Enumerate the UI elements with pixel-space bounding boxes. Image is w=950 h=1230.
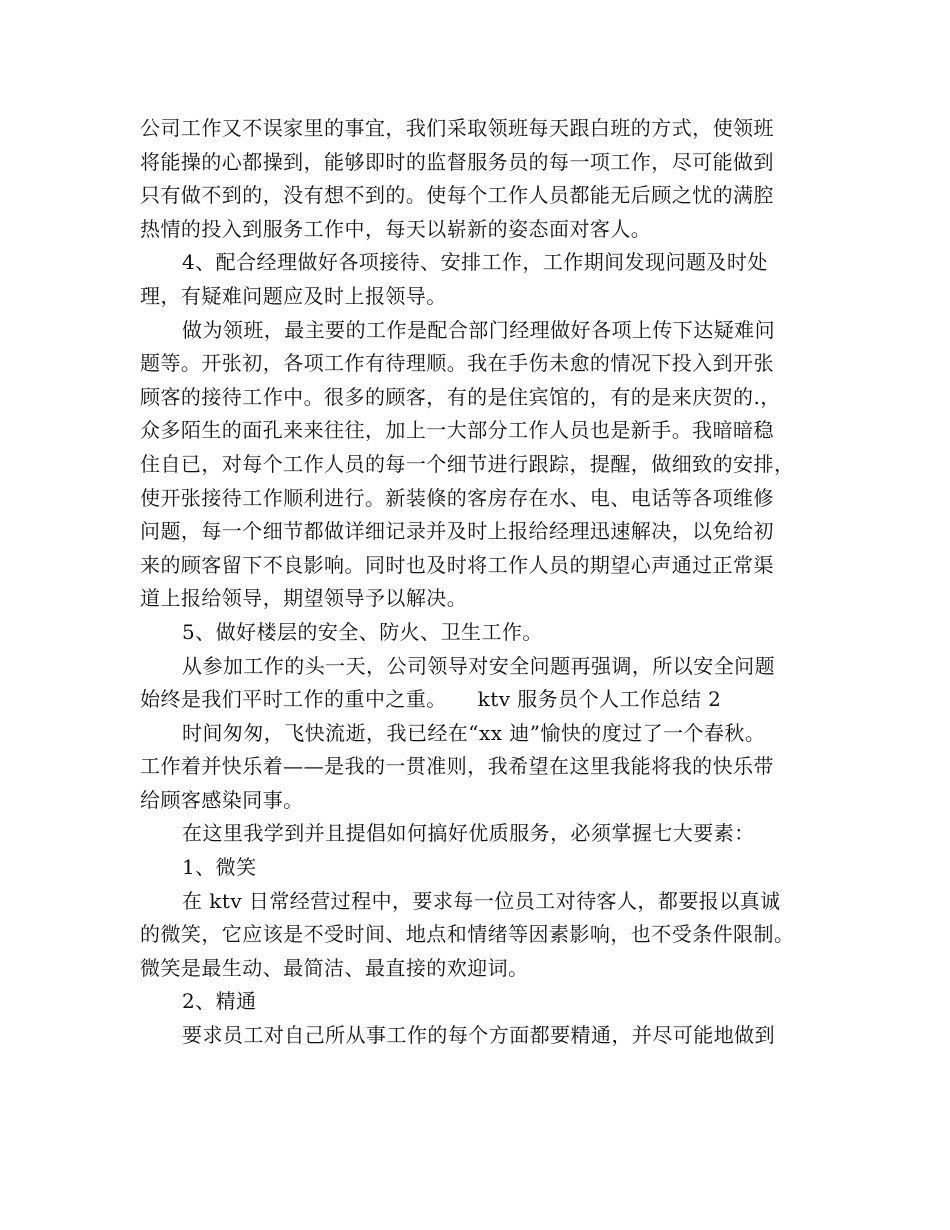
- text-line: 公司工作又不误家里的事宜，我们采取领班每天跟白班的方式，使领班: [140, 116, 774, 140]
- text-line: 顾客的接待工作中。很多的顾客，有的是住宾馆的，有的是来庆贺的.，: [140, 384, 781, 409]
- document-body: [140, 112, 816, 1053]
- text-line: 微笑是最生动、最简洁、最直接的欢迎词。: [140, 955, 529, 980]
- text-line: 做为领班，最主要的工作是配合部门经理做好各项上传下达疑难问: [182, 317, 776, 342]
- text-line: 来的顾客留下不良影响。同时也及时将工作人员的期望心声通过正常渠: [140, 552, 774, 577]
- text-line: 给顾客感染同事。: [140, 787, 304, 812]
- text-line: 工作着并快乐着——是我的一贯准则，我希望在这里我能将我的快乐带: [140, 754, 774, 779]
- text-line: 在这里我学到并且提倡如何搞好优质服务，必须掌握七大要素：: [182, 821, 755, 846]
- text-line: 道上报给领导，期望领导予以解决。: [140, 586, 468, 611]
- text-line: 题等。开张初，各项工作有待理顺。我在手伤未愈的情况下投入到开张: [140, 351, 774, 376]
- text-line: 始终是我们平时工作的重中之重。 ktv 服务员个人工作总结 2: [140, 687, 722, 712]
- text-line: 的微笑，它应该是不受时间、地点和情绪等因素影响，也不受条件限制。: [140, 922, 795, 947]
- text-line: 使开张接待工作顺利进行。新装倏的客房存在水、电、电话等各项维修: [140, 485, 774, 510]
- text-line: 将能操的心都操到，能够即时的监督服务员的每一项工作，尽可能做到: [140, 149, 774, 174]
- text-line: 只有做不到的，没有想不到的。使每个工作人员都能无后顾之忧的满腔: [140, 183, 774, 208]
- text-line: 理，有疑难问题应及时上报领导。: [140, 283, 447, 308]
- text-line: 2、精通: [182, 989, 257, 1014]
- text-line: 从参加工作的头一天，公司领导对安全问题再强调，所以安全问题: [182, 653, 776, 678]
- text-line: 要求员工对自己所从事工作的每个方面都要精通，并尽可能地做到: [182, 1023, 776, 1048]
- text-line: 众多陌生的面孔来来往往，加上一大部分工作人员也是新手。我暗暗稳: [140, 418, 774, 443]
- text-line: 1、微笑: [182, 855, 257, 880]
- text-line: 热情的投入到服务工作中，每天以崭新的姿态面对客人。: [140, 216, 652, 241]
- text-line: 4、配合经理做好各项接待、安排工作，工作期间发现问题及时处: [182, 250, 768, 275]
- text-line: 住自已，对每个工作人员的每一个细节进行跟踪，提醒，做细致的安排，: [140, 451, 795, 476]
- text-line: 5、做好楼层的安全、防火、卫生工作。: [182, 619, 543, 644]
- text-line: 时间匆匆，飞快流逝，我已经在“xx 迪”愉快的度过了一个春秋。: [182, 720, 766, 745]
- text-line: 问题，每一个细节都做详细记录并及时上报给经理迅速解决，以免给初: [140, 519, 774, 544]
- text-line: 在 ktv 日常经营过程中，要求每一位员工对待客人，都要报以真诚: [182, 888, 781, 913]
